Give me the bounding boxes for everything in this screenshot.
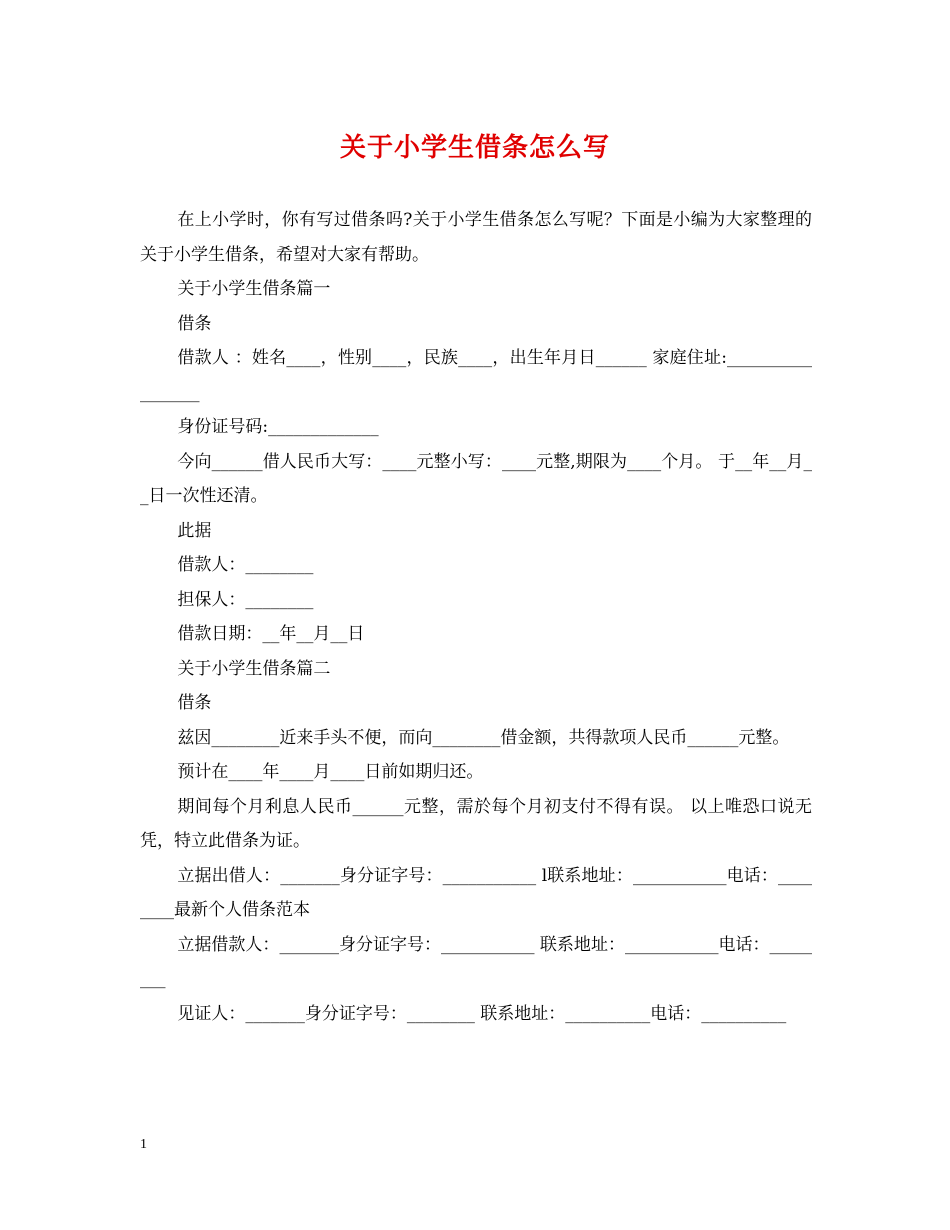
repayment-date-line: 预计在____年____月____日前如期归还。 [177, 762, 484, 782]
page-number: 1 [140, 1137, 147, 1152]
witness-info-line: 见证人：_______身分证字号：________ 联系地址：__________电话：__________ [177, 1003, 787, 1024]
interest-line: 期间每个月利息人民币______元整，需於每个月初支付不得有误。 以上唯恐口说无凭，特立此借条为证。 [140, 796, 812, 851]
loan-terms-line: 今向______借人民币大写：____元整小写：____元整,期限为____个月。 于__年__月__日一次性还清。 [140, 451, 812, 506]
section-heading-1: 关于小学生借条篇一 [177, 279, 331, 299]
borrower-info-line: 借款人 ：姓名____，性别____，民族____，出生年月日______ 家庭住址:_________________ [140, 348, 812, 403]
id-number-line: 身份证号码:_____________ [177, 417, 379, 437]
note-title-2: 借条 [177, 693, 212, 713]
document-title: 关于小学生借条怎么写 [339, 133, 610, 163]
note-title-1: 借条 [177, 313, 212, 334]
borrower-signature-line: 借款人：________ [177, 555, 314, 575]
paragraph-intro: 在上小学时，你有写过借条吗?关于小学生借条怎么写呢？下面是小编为大家整理的关于小学生借条，希望对大家有帮助。 [140, 210, 812, 265]
guarantor-signature-line: 担保人：________ [177, 589, 314, 610]
document-body [140, 203, 812, 1031]
evidence-line: 此据 [177, 520, 212, 541]
loan-date-line: 借款日期：__年__月__日 [177, 624, 365, 644]
lender-info-line: 立据出借人：_______身分证字号：___________ l联系地址：___________电话：________最新个人借条范本 [140, 865, 812, 920]
section-heading-2: 关于小学生借条篇二 [177, 658, 331, 679]
loan-reason-line: 兹因________近来手头不便，而向________借金额，共得款项人民币______元整。 [177, 727, 790, 748]
borrower-info-line-2: 立据借款人：_______身分证字号：___________ 联系地址：___________电话：________ [140, 934, 812, 989]
